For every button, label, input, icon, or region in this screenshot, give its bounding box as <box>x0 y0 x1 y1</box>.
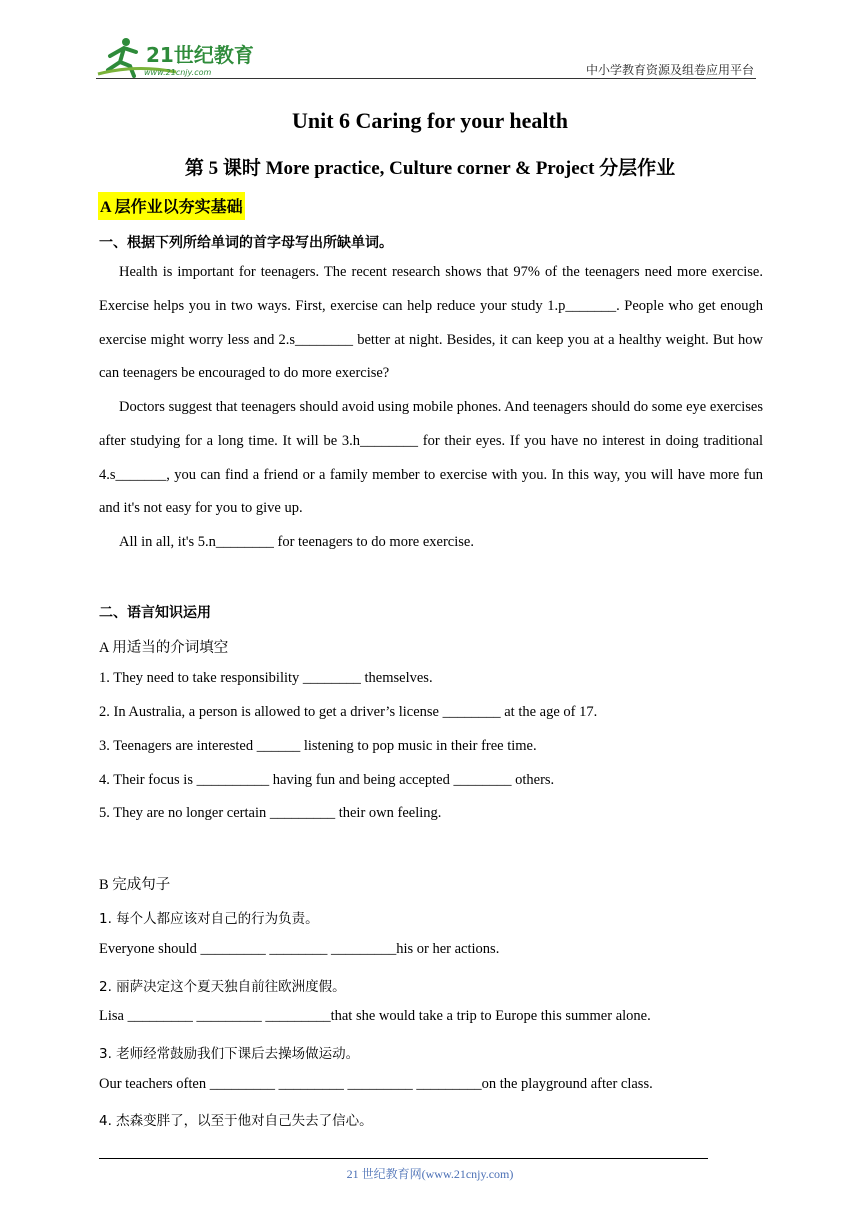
list-item: 4. Their focus is __________ having fun and being accepted ________ others. <box>99 772 555 788</box>
list-item-prompt: 2. 丽萨决定这个夏天独自前往欧洲度假。 <box>99 979 346 995</box>
logo-url: www.21cnjy.com <box>144 68 212 77</box>
list-item: 5. They are no longer certain _________ their own feeling. <box>99 805 442 821</box>
section1-heading: 一、根据下列所给单词的首字母写出所缺单词。 <box>99 235 393 251</box>
list-item-sentence: Our teachers often _________ _________ _________ _________on the playground after class. <box>99 1076 653 1092</box>
part-a-label: A 用适当的介词填空 <box>99 640 229 656</box>
list-item-prompt: 4. 杰森变胖了，以至于他对自己失去了信心。 <box>99 1113 373 1129</box>
passage-paragraph-2: Doctors suggest that teenagers should avoid using mobile phones. And teenagers should do some eye exercises after studying for a long time. It will be 3.h________ for their eyes. If you have no interest in doing traditional 4.s_______, you can find a friend or a family member to exercise with you. In this way, you will have more fun and it's not easy for you to give up. <box>99 399 763 517</box>
page-footer[interactable]: 21 世纪教育网(www.21cnjy.com) <box>346 1167 514 1181</box>
page-header <box>96 30 756 80</box>
header-slogan: 中小学教育资源及组卷应用平台 <box>585 63 754 77</box>
part-b-label: B 完成句子 <box>99 877 171 893</box>
runner-logo-icon <box>96 34 266 78</box>
list-item-sentence: Everyone should _________ ________ _________his or her actions. <box>99 941 500 957</box>
list-item-prompt: 3. 老师经常鼓励我们下课后去操场做运动。 <box>99 1046 360 1062</box>
page-subtitle: 第 5 课时 More practice, Culture corner & Project 分层作业 <box>184 158 676 179</box>
list-item-prompt: 1. 每个人都应该对自己的行为负责。 <box>99 911 319 927</box>
site-logo <box>96 34 266 78</box>
list-item: 2. In Australia, a person is allowed to get a driver’s license ________ at the age of 17. <box>99 704 598 720</box>
header-divider <box>96 78 756 79</box>
footer-divider <box>99 1158 708 1159</box>
logo-text: 21世纪教育 <box>146 43 254 67</box>
list-item: 3. Teenagers are interested ______ listening to pop music in their free time. <box>99 738 537 754</box>
list-item-sentence: Lisa _________ _________ _________that she would take a trip to Europe this summer alone. <box>99 1008 651 1024</box>
passage-paragraph-1: Health is important for teenagers. The recent research shows that 97% of the teenagers need more exercise. Exercise helps you in two ways. First, exercise can help reduce your study 1.p_______. People who get enough exercise might worry less and 2.s________ better at night. Besides, it can keep you at a healthy weight. But how can teenagers be encouraged to do more exercise? <box>99 264 763 382</box>
section2-heading: 二、语言知识运用 <box>99 605 211 621</box>
page-title: Unit 6 Caring for your health <box>291 108 569 133</box>
list-item: 1. They need to take responsibility ________ themselves. <box>99 670 433 686</box>
passage-paragraph-3: All in all, it's 5.n________ for teenagers to do more exercise. <box>119 534 474 550</box>
tier-label: A 层作业以夯实基础 <box>98 192 245 220</box>
